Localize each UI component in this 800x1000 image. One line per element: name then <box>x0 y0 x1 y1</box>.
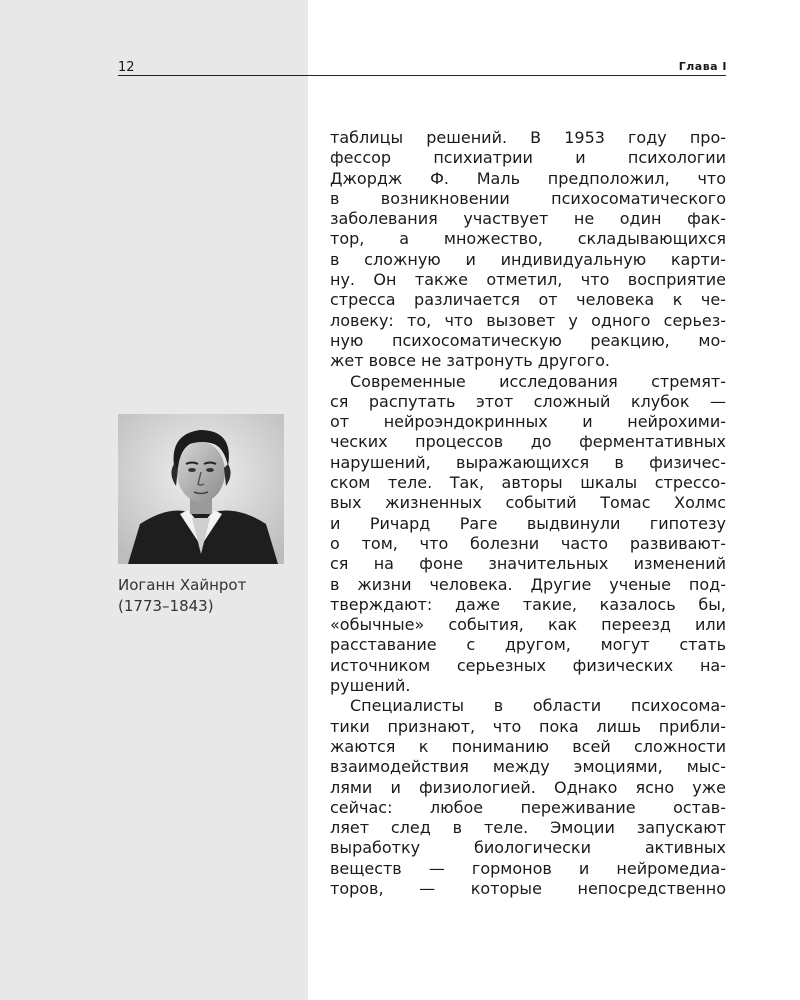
text-line: ляет след в теле. Эмоции запускают <box>330 818 726 838</box>
caption-years: (1773–1843) <box>118 597 214 615</box>
text-line: нарушений, выражающихся в физичес- <box>330 452 726 472</box>
text-line: «обычные» события, как переезд или <box>330 615 726 635</box>
text-line: тверждают: даже такие, казалось бы, <box>330 594 726 614</box>
text-line: ловеку: то, что вызовет у одного серьез- <box>330 310 726 330</box>
text-line: Джордж Ф. Маль предположил, что <box>330 168 726 188</box>
text-line: фессор психиатрии и психологии <box>330 148 726 168</box>
text-line: источником серьезных физических на- <box>330 655 726 675</box>
text-line: ческих процессов до ферментативных <box>330 432 726 452</box>
text-line: рушений. <box>330 676 411 696</box>
portrait-image <box>118 414 284 564</box>
text-line: веществ — гормонов и нейромедиа- <box>330 858 726 878</box>
portrait-caption <box>118 575 298 617</box>
text-line: ну. Он также отметил, что восприятие <box>330 270 726 290</box>
text-line: заболевания участвует не один фак- <box>330 209 726 229</box>
chapter-label: Глава I <box>678 60 727 73</box>
text-line: тики признают, что пока лишь прибли- <box>330 716 726 736</box>
text-line: ском теле. Так, авторы шкалы стрессо- <box>330 473 726 493</box>
text-line: взаимодействия между эмоциями, мыс- <box>330 757 726 777</box>
text-line: от нейроэндокринных и нейрохими- <box>330 412 726 432</box>
body-text <box>330 128 726 899</box>
text-line: выработку биологически активных <box>330 838 726 858</box>
text-line: в сложную и индивидуальную карти- <box>330 249 726 269</box>
text-line: стресса различается от человека к че- <box>330 290 726 310</box>
text-line: ся на фоне значительных изменений <box>330 554 726 574</box>
text-line: о том, что болезни часто развивают- <box>330 533 726 553</box>
header-rule <box>118 75 726 76</box>
text-line: Современные исследования стремят- <box>350 371 726 391</box>
text-line: расставание с другом, могут стать <box>330 635 726 655</box>
caption-name: Иоганн Хайнрот <box>118 576 247 594</box>
text-line: ся распутать этот сложный клубок — <box>330 391 726 411</box>
text-line: и Ричард Раге выдвинули гипотезу <box>330 513 726 533</box>
text-line: лями и физиологией. Однако ясно уже <box>330 777 726 797</box>
text-line: Специалисты в области психосома- <box>350 696 726 716</box>
text-line: тор, а множество, складывающихся <box>330 229 726 249</box>
text-line: ную психосоматическую реакцию, мо- <box>330 330 726 350</box>
text-line: жет вовсе не затронуть другого. <box>330 351 610 371</box>
text-line: жаются к пониманию всей сложности <box>330 736 726 756</box>
text-line: торов, — которые непосредственно <box>330 878 726 898</box>
text-line: вых жизненных событий Томас Холмс <box>330 493 726 513</box>
text-line: таблицы решений. В 1953 году про- <box>330 128 726 147</box>
text-line: сейчас: любое переживание остав- <box>330 797 726 817</box>
text-line: в жизни человека. Другие ученые под- <box>330 574 726 594</box>
page-number: 12 <box>118 60 135 75</box>
text-line: в возникновении психосоматического <box>330 188 726 208</box>
